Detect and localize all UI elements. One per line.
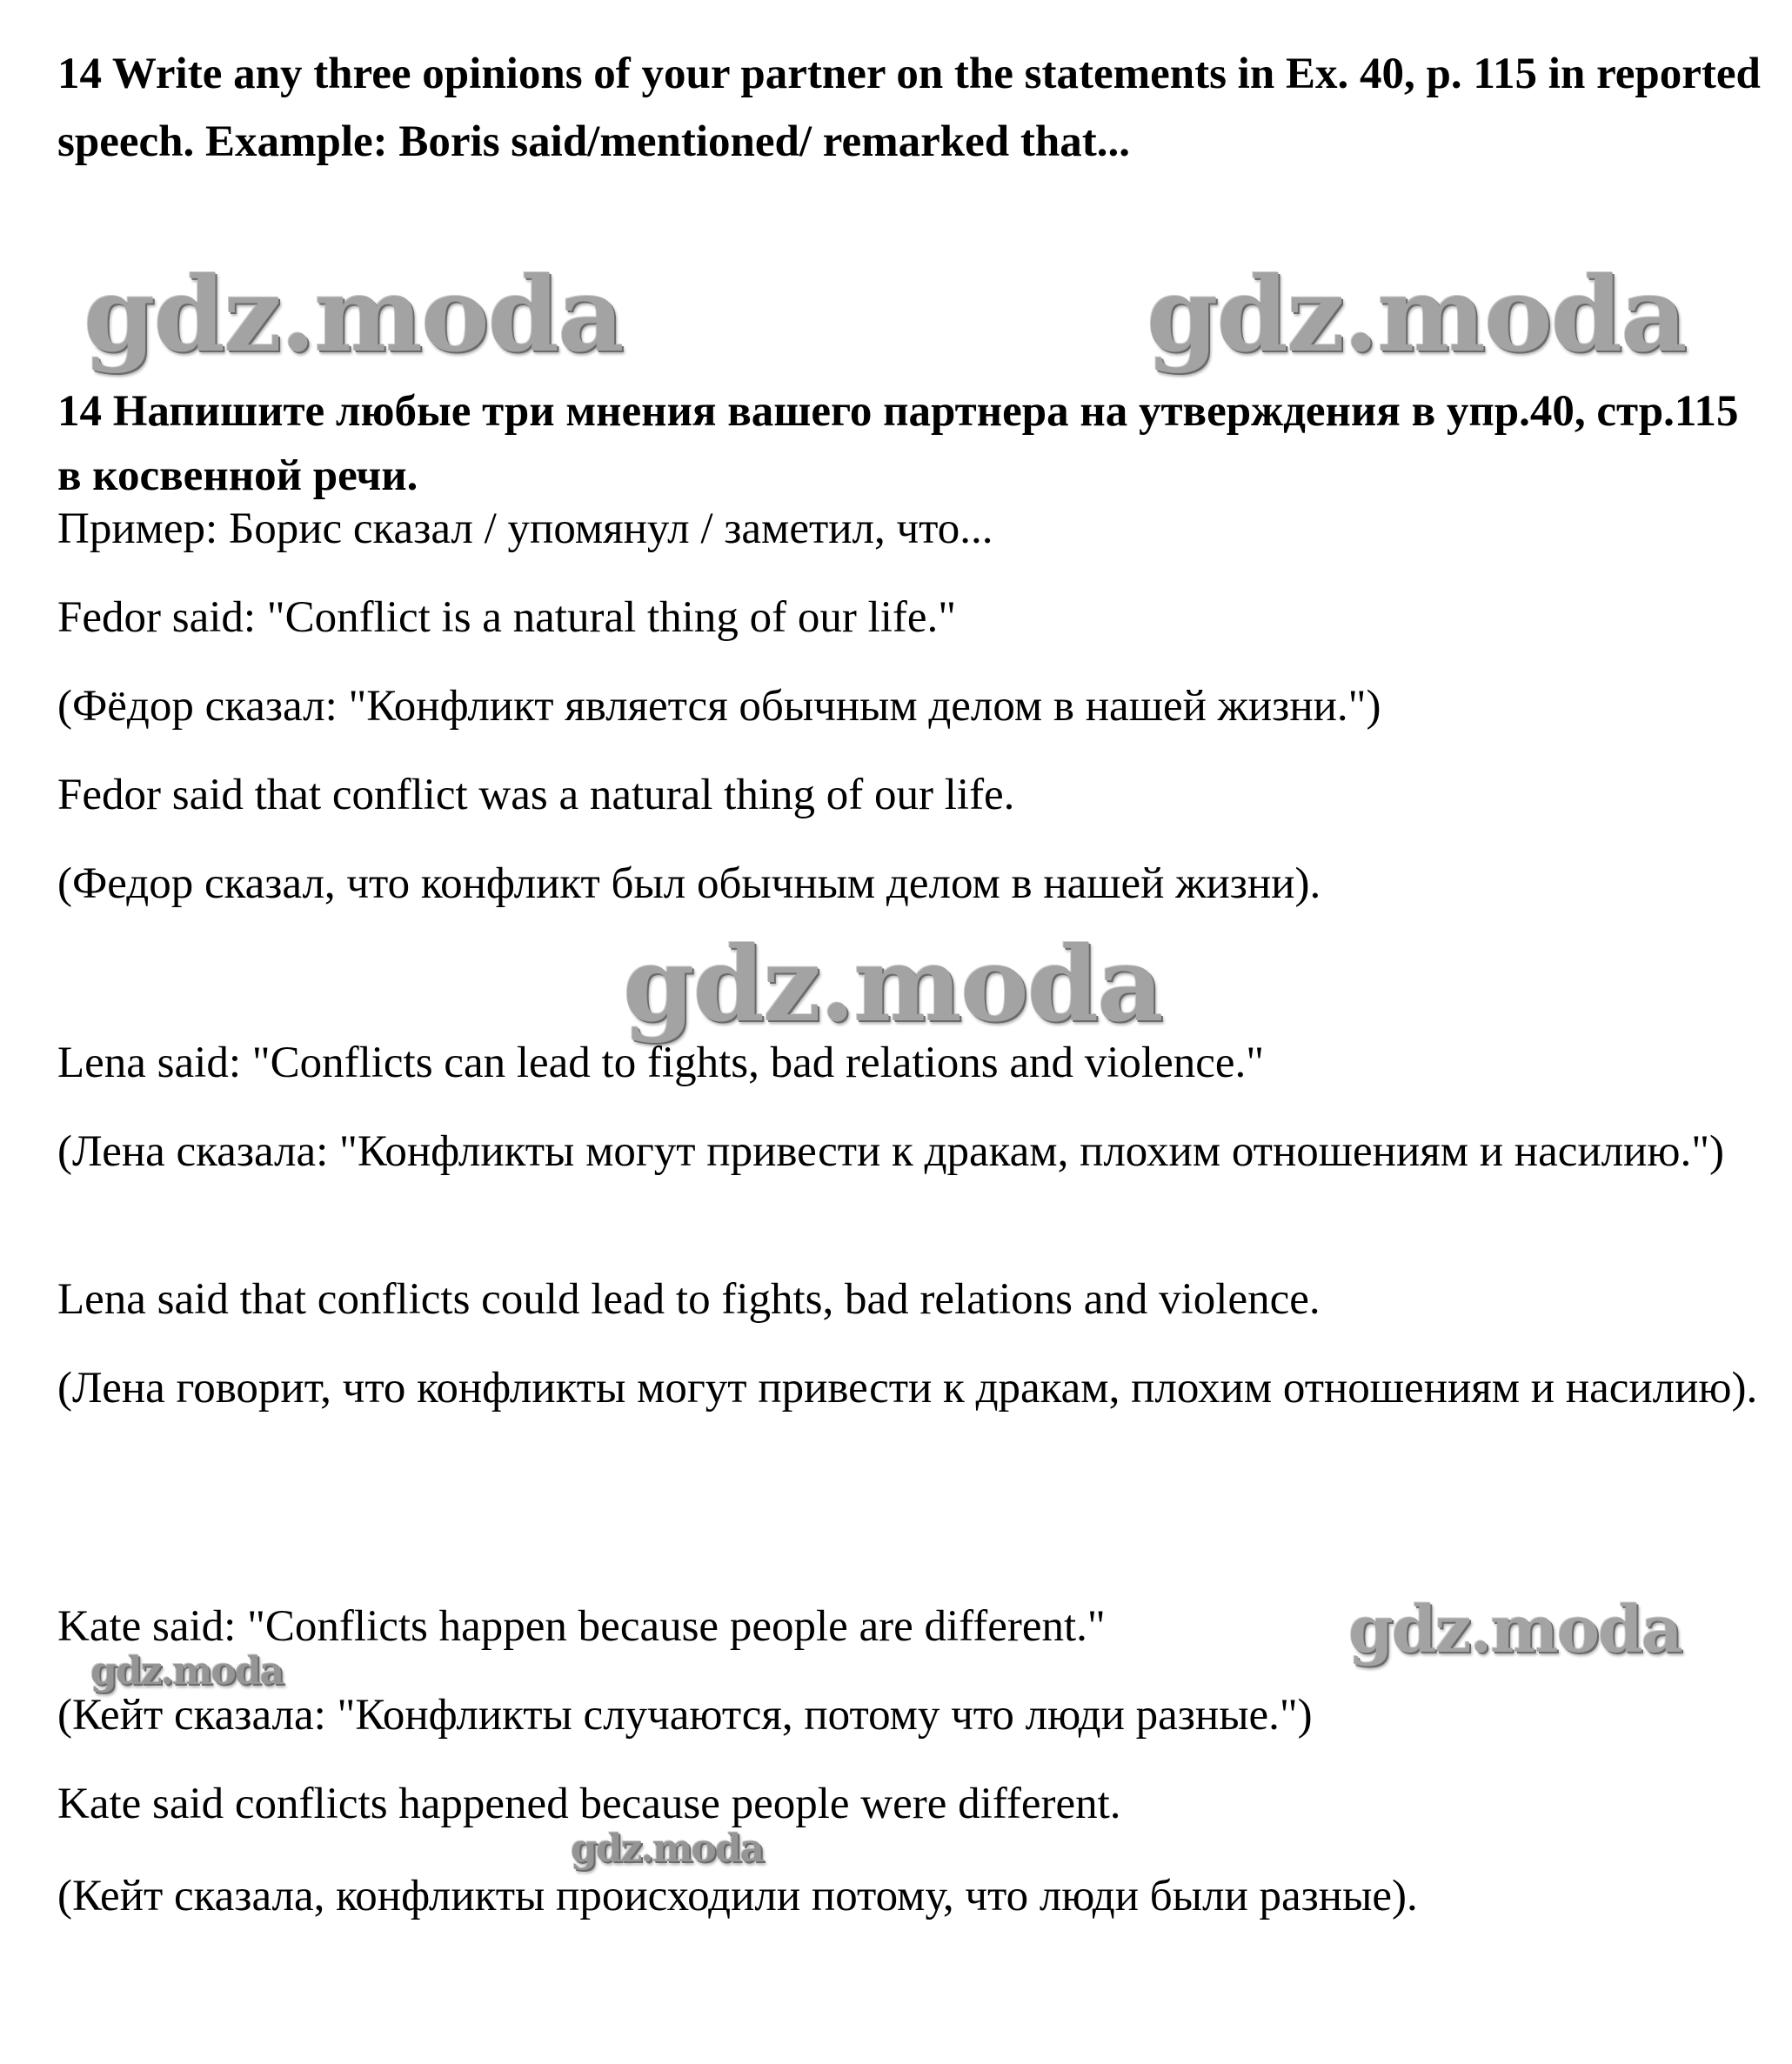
fedor-direct-speech: Fedor said: "Conflict is a natural thing of our life."	[57, 593, 957, 642]
watermark-logo-small-center: gdz.moda	[571, 1827, 764, 1871]
fedor-reported-speech: Fedor said that conflict was a natural thing of our life.	[57, 771, 1015, 819]
watermark-logo-top-right: gdz.moda	[1147, 254, 1686, 375]
kate-reported-translation: (Кейт сказала, конфликты происходили потому, что люди были разные).	[57, 1872, 1418, 1920]
kate-direct-speech: Kate said: "Conflicts happen because people are different."	[57, 1602, 1106, 1651]
russian-task-heading: 14 Напишите любые три мнения вашего партнера на утверждения в упр.40, стр.115 в косвенной речи.	[57, 387, 1739, 500]
lena-reported-translation: (Лена говорит, что конфликты могут привести к дракам, плохим отношениям и насилию).	[57, 1364, 1758, 1413]
lena-reported-speech: Lena said that conflicts could lead to fights, bad relations and violence.	[57, 1275, 1321, 1324]
lena-direct-translation: (Лена сказала: "Конфликты могут привести к дракам, плохим отношениям и насилию.")	[57, 1127, 1725, 1176]
kate-direct-translation: (Кейт сказала: "Конфликты случаются, потому что люди разные.")	[57, 1691, 1313, 1740]
russian-example-line: Пример: Борис сказал / упомянул / заметил, что...	[57, 504, 993, 553]
fedor-reported-translation: (Федор сказал, что конфликт был обычным делом в нашей жизни).	[57, 859, 1321, 908]
watermark-logo-middle: gdz.moda	[623, 924, 1162, 1045]
watermark-logo-small-left: gdz.moda	[90, 1649, 284, 1693]
english-task-heading: 14 Write any three opinions of your partner on the statements in Ex. 40, p. 115 in reported speech. Example: Boris said/mentioned/ remarked that...	[57, 50, 1761, 166]
fedor-direct-translation: (Фёдор сказал: "Конфликт является обычным делом в нашей жизни.")	[57, 682, 1381, 731]
watermark-logo-right: gdz.moda	[1348, 1593, 1682, 1667]
watermark-logo-top-left: gdz.moda	[84, 254, 623, 375]
lena-direct-speech: Lena said: "Conflicts can lead to fights, bad relations and violence."	[57, 1039, 1265, 1087]
kate-reported-speech: Kate said conflicts happened because people were different.	[57, 1780, 1121, 1828]
